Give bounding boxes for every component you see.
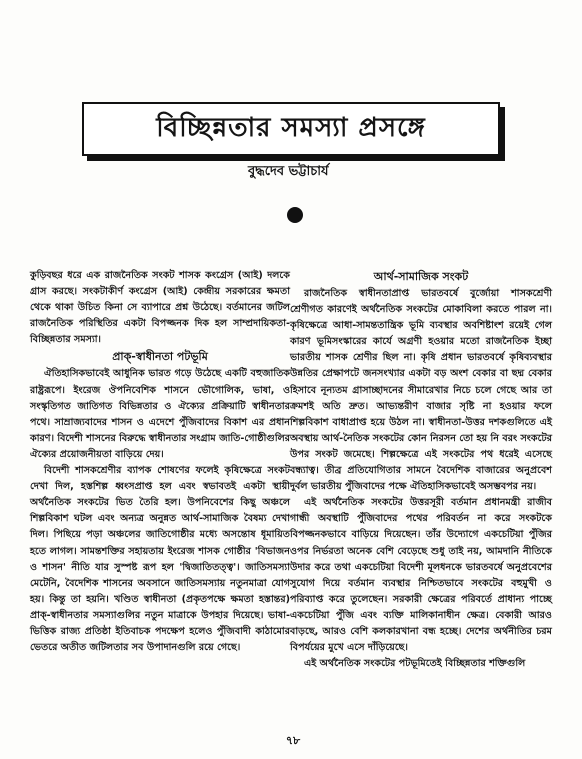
section-heading-socio-economic: আর্থ-সামাজিক সংকট bbox=[373, 270, 469, 283]
page-number: ৭৮ bbox=[285, 734, 301, 747]
body-paragraph: ঐতিহাসিকভাবেই আধুনিক ভারত গড়ে উঠেছে একটি বহুজাতিক রাষ্ট্ররূপে। ইংরেজ ঔপনিবেশিক শাসনে ভৌগোলিক, ভাষা, ও সংস্কৃতিগত জাতিগত বিভিন্নতার ও ঐক্যের প্রক্রিয়াটি স্বাধীনতার পথে। সাম্রাজ্যবাদের শাসন ও এদেশে পুঁজিবাদের বিকাশ এর প্রধান কারণ। বিদেশী শাসনের বিরুদ্ধে স্বাধীনতার সংগ্রাম জাতি-গোষ্ঠীগুলির ঐক্যের প্রয়োজনীয়তা বাড়িয়ে দেয়। bbox=[30, 368, 290, 460]
section-heading-pre-independence: প্রাক্-স্বাধীনতা পটভূমি bbox=[112, 350, 208, 364]
body-paragraph: রাজনৈতিক স্বাধীনতাপ্রাপ্ত ভারতবর্ষে বুর্জোয়া শাসকশ্রেণী শ্রেণীগত কারণেই অর্থনৈতিক সংকটের মোকাবিলা করতে পারল না। কৃষিক্ষেত্রে আধা-সামন্ততান্ত্রিক ভূমি ব্যবস্থার অবশিষ্টাংশ রয়েই গেল কারণ ভূমিসংস্কারের কার্যে অগ্রণী হওয়ার মতো রাজনৈতিক ইচ্ছা ভারতীয় শাসক শ্রেণীর ছিল না। কৃষি প্রধান ভারতবর্ষে কৃষিব্যবস্থার উন্নতির প্রেক্ষাপটে জনসংখ্যার একটা বড় অংশ বেকার বা ছদ্ম বেকার হিসাবে নূন্যতম গ্রাসাচ্ছাদনের সীমারেখার নিচে চলে গেছে আর তা ক্রমশই অতি দ্রুত। আভ্যন্তরীণ বাজার সৃষ্টি না হওয়ার ফলে শিল্পবিকাশ বাধাপ্রাপ্ত হয়ে উঠল না। স্বাধীনতা-উত্তর দশকগুলিতে এই অবস্থায় আর্থ-নৈতিক সংকটের কোন নিরসন তো হয় নি বরং সংকটের উপর সংকট জমেছে। শিল্পক্ষেত্রে এই সংকটের পথ ধরেই এসেছে বন্ধ্যাত্ব। তীব্র প্রতিযোগিতার সামনে বৈদেশিক বাজারের অনুপ্রবেশ দুর্বল ভারতীয় পুঁজিবাদের পক্ষে ঐতিহাসিকভাবেই অসম্ভবপর নয়। bbox=[290, 288, 552, 493]
intro-paragraph: কুড়িবছর ধরে এক রাজনৈতিক সংকট শাসক কংগ্রেস (আই) দলকে গ্রাস করছে। সংকটাকীর্ণ কংগ্রেস (আই) কেন্দ্রীয় সরকারের ক্ষমতা থেকে থাকা উচিত কিনা সে ব্যাপারে প্রশ্ন উঠেছে। বর্তমানের জটিল রাজনৈতিক পরিস্থিতির একটা বিপজ্জনক দিক হল সাম্প্রদায়িকতা-বিচ্ছিন্নতার সমস্যা। bbox=[30, 270, 290, 346]
body-paragraph: এই অর্থনৈতিক সংকটের পটভূমিতেই বিচ্ছিন্নতার শক্তিগুলি bbox=[304, 658, 526, 670]
left-column bbox=[30, 268, 290, 656]
article-title-box bbox=[82, 102, 500, 156]
body-paragraph: বিদেশী শাসকশ্রেণীর ব্যাপক শোষণের ফলেই কৃষিক্ষেত্রে সংকট দেখা দিল, হস্তশিল্প ধ্বংসপ্রাপ্ত হল এবং স্বভাবতই একটা স্থায়ী অর্থনৈতিক সংকটের ভিত তৈরি হল। উপনিবেশের কিছু অঞ্চলে শিল্পবিকাশ ঘটল এবং অন্যত্র অনুন্নত আর্থ-সামাজিক বৈষম্য দেখা দিল। পিছিয়ে পড়া অঞ্চলের জাতিগোষ্ঠীর মধ্যে অসন্তোষ ধূমায়িত হতে লাগল। সামন্তশক্তির সহায়তায় ইংরেজ শাসক গোষ্ঠীর 'বিভাজন ও শাসন' নীতি যার সুস্পষ্ট রূপ হল 'দ্বিজাতিতত্ত্ব'। জাতিসমস্যা মেটেনি, বৈদেশিক শাসনের অবসানে জাতিসমস্যায় নতুনমাত্রা যোগ হয়। কিন্তু তা হয়নি। খণ্ডিত স্বাধীনতা (প্রকৃতপক্ষে ক্ষমতা হস্তান্তর) প্রাক্-স্বাধীনতার সমস্যাগুলির নতুন মাত্রাকে উপহার দিয়েছে। ভাষা-ভিত্তিক রাজ্য প্রতিষ্ঠা ইতিবাচক পদক্ষেপ হলেও পুঁজিবাদী কাঠামোর ভেতরে অতীত জটিলতার সব উপাদানগুলি রয়ে গেছে। bbox=[30, 465, 290, 654]
decorative-bullet-icon bbox=[287, 207, 303, 223]
article-title: বিচ্ছিন্নতার সমস্যা প্রসঙ্গে bbox=[156, 113, 426, 143]
article-author: বুদ্ধদেব ভট্টাচার্য bbox=[248, 164, 329, 179]
body-paragraph: এই অর্থনৈতিক সংকটের উত্তরসূরী বর্তমান প্রধানমন্ত্রী রাজীব গান্ধী অবস্থাটি পুঁজিবাদের পথের পরিবর্তন না করে সংকটকে বিপজ্জনকভাবে বাড়িয়ে দিয়েছেন। তাঁর উদ্যোগে একচেটিয়া পুঁজির ওপর নির্ভরতা অনেক বেশি বেড়েছে শুধু তাই নয়, আমদানি নীতিকে উদার করে তথা একচেটিয়া বিদেশী মূলধনকে ভারতবর্ষে অনুপ্রবেশের সুযোগ দিয়ে বর্তমান ব্যবস্থার নিশ্চিতভাবে সংকটের বহুমুখী ও পরিব্যাপ্ত করে তুলেছেন। সরকারী ক্ষেত্রের পরিবর্তে প্রাধান্য পাচ্ছে একচেটিয়া পুঁজি এবং ব্যক্তি মালিকানাধীন ক্ষেত্র। বেকারী আরও বাড়ছে, আরও বেশি কলকারখানা বন্ধ হচ্ছে। দেশের অর্থনীতির চরম বিপর্যয়ের মুখে এসে দাঁড়িয়েছে। bbox=[290, 497, 552, 654]
right-column bbox=[290, 268, 552, 672]
